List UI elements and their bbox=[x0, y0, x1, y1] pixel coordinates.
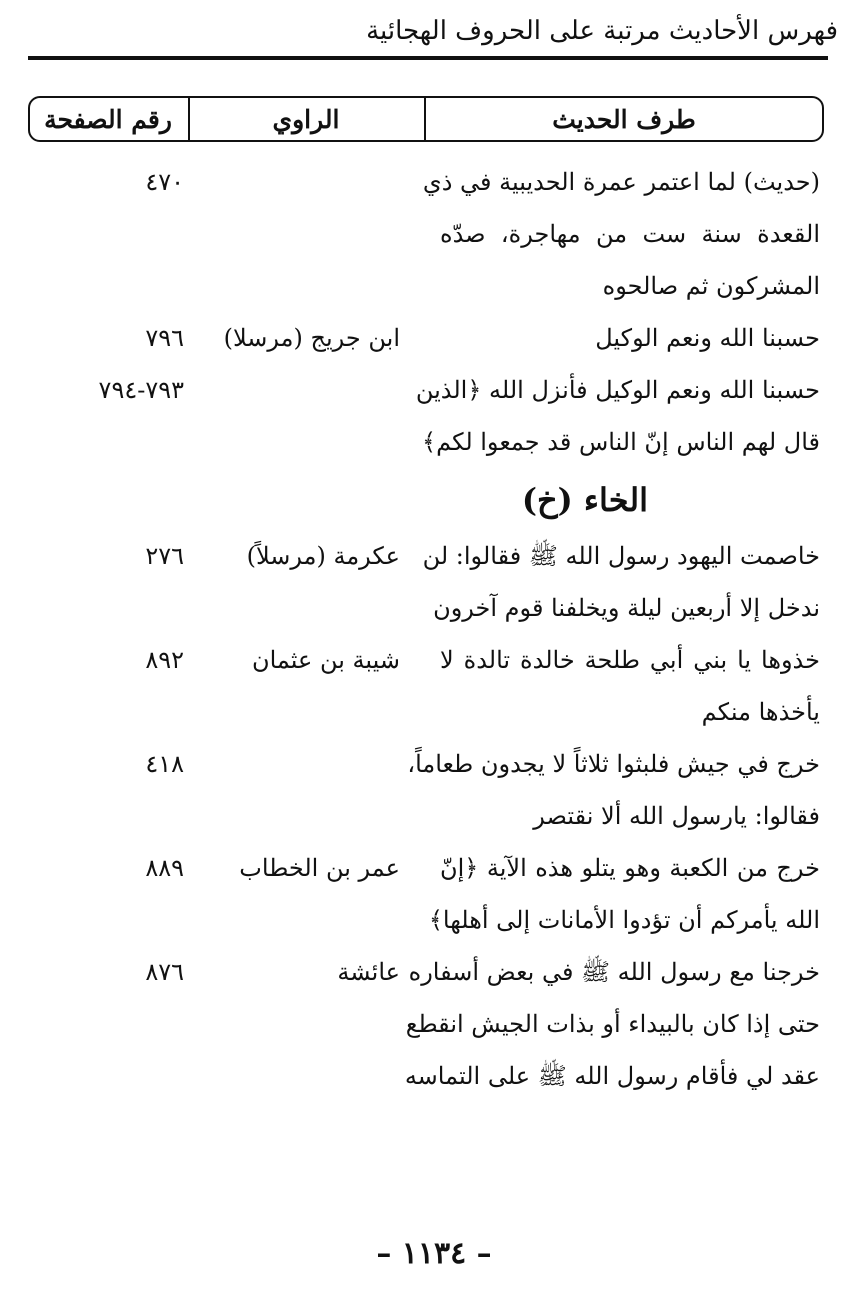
entry-line bbox=[0, 998, 868, 1050]
column-header-hadith: طرف الحديث bbox=[552, 104, 696, 134]
hadith-text: خرجنا مع رسول الله ﷺ في بعض أسفاره bbox=[408, 958, 820, 986]
narrator: عمر بن الخطاب bbox=[239, 854, 400, 882]
entry-line bbox=[0, 738, 868, 790]
hadith-text: خذوها يا بني أبي طلحة خالدة تالدة لا bbox=[440, 646, 820, 674]
hadith-text: ندخل إلا أربعين ليلة ويخلفنا قوم آخرون bbox=[433, 594, 820, 622]
index-entries bbox=[0, 156, 868, 1102]
entry-line bbox=[0, 946, 868, 998]
narrator: شيبة بن عثمان bbox=[251, 646, 400, 674]
hadith-text: فقالوا: يارسول الله ألا نقتصر bbox=[533, 802, 820, 830]
entry-line bbox=[0, 686, 868, 738]
page-ref: ٨٨٩ bbox=[145, 854, 184, 882]
page-ref: ٢٧٦ bbox=[145, 542, 184, 570]
hadith-text: خرج في جيش فلبثوا ثلاثاً لا يجدون طعاماً، bbox=[407, 750, 820, 778]
entry-line bbox=[0, 312, 868, 364]
entry-line bbox=[0, 634, 868, 686]
entry-line bbox=[0, 416, 868, 468]
entry-line bbox=[0, 260, 868, 312]
column-header-narrator: الراوي bbox=[188, 98, 426, 140]
page-ref: ٨٧٦ bbox=[145, 958, 184, 986]
hadith-text: يأخذها منكم bbox=[701, 698, 820, 726]
hadith-text: القعدة سنة ست من مهاجرة، صدّه bbox=[440, 220, 820, 248]
hadith-text: المشركون ثم صالحوه bbox=[602, 272, 820, 300]
entry-line bbox=[0, 1050, 868, 1102]
hadith-text: (حديث) لما اعتمر عمرة الحديبية في ذي bbox=[422, 168, 820, 196]
entry-line bbox=[0, 790, 868, 842]
entry-line bbox=[0, 364, 868, 416]
hadith-text: قال لهم الناس إنّ الناس قد جمعوا لكم﴾ bbox=[422, 428, 820, 456]
section-title bbox=[0, 468, 868, 530]
running-header: فهرس الأحاديث مرتبة على الحروف الهجائية bbox=[366, 16, 838, 46]
section-heading: الخاء (خ) bbox=[521, 481, 648, 519]
column-header-page: رقم الصفحة bbox=[28, 98, 190, 140]
hadith-text: عقد لي فأقام رسول الله ﷺ على التماسه bbox=[404, 1062, 820, 1090]
entry-line bbox=[0, 530, 868, 582]
page-ref: ٧٩٦ bbox=[145, 324, 184, 352]
hadith-text: حسبنا الله ونعم الوكيل فأنزل الله ﴿الذين bbox=[415, 376, 820, 404]
entry-line bbox=[0, 894, 868, 946]
page-ref: ٤٧٠ bbox=[145, 168, 184, 196]
column-header-box bbox=[28, 96, 824, 142]
narrator: عكرمة (مرسلاً) bbox=[246, 542, 400, 570]
entry-line bbox=[0, 208, 868, 260]
narrator: عائشة bbox=[337, 958, 400, 986]
hadith-text: خاصمت اليهود رسول الله ﷺ فقالوا: لن bbox=[422, 542, 820, 570]
entry-line bbox=[0, 842, 868, 894]
entry-line bbox=[0, 156, 868, 208]
page-number: – ١١٣٤ – bbox=[376, 1236, 492, 1271]
hadith-text: حتى إذا كان بالبيداء أو بذات الجيش انقطع bbox=[405, 1010, 820, 1038]
page-ref: ٨٩٢ bbox=[145, 646, 184, 674]
hadith-text: حسبنا الله ونعم الوكيل bbox=[595, 324, 820, 352]
page-ref: ٤١٨ bbox=[145, 750, 184, 778]
page-ref: ٧٩٣-٧٩٤ bbox=[98, 376, 184, 404]
narrator: ابن جريج (مرسلا) bbox=[223, 324, 400, 352]
hadith-text: الله يأمركم أن تؤدوا الأمانات إلى أهلها﴾ bbox=[428, 906, 820, 934]
header-rule bbox=[28, 56, 828, 60]
hadith-text: خرج من الكعبة وهو يتلو هذه الآية ﴿إنّ bbox=[440, 854, 821, 882]
entry-line bbox=[0, 582, 868, 634]
